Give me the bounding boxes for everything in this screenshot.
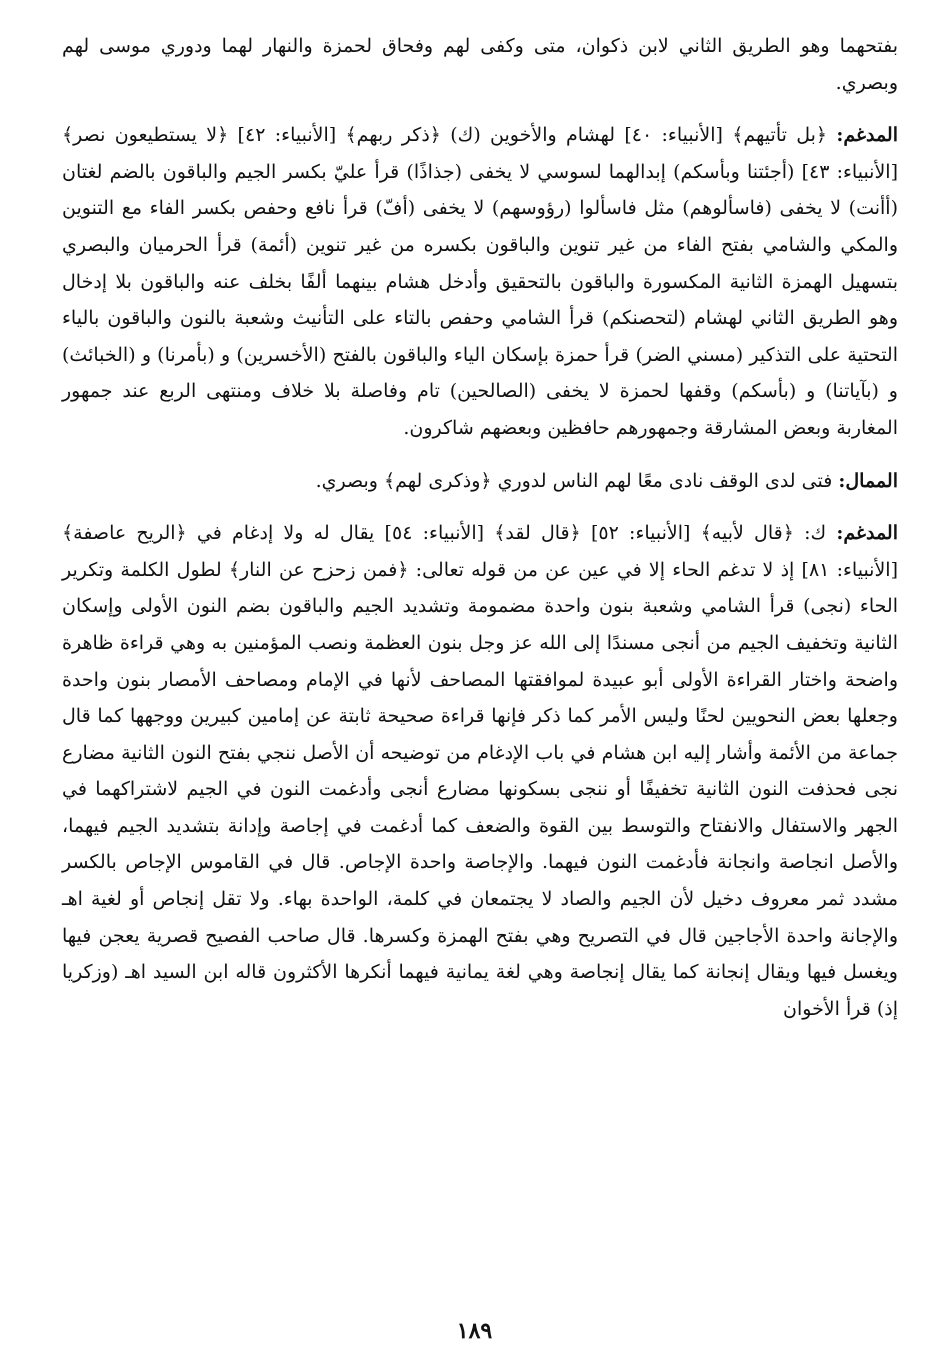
- paragraph-3-text: فتى لدى الوقف نادى معًا لهم الناس لدوري ﴿وذكرى لهم﴾ وبصري.: [315, 469, 833, 492]
- paragraph-3-label: الممال:: [838, 469, 898, 492]
- paragraph-1-text: بفتحهما وهو الطريق الثاني لابن ذكوان، متى وكفى لهم وفحاق لحمزة والنهار لهما ودوري موسى لهم وبصري.: [62, 35, 898, 94]
- paragraph-2: [62, 117, 898, 446]
- paragraph-4-label: المدغم:: [836, 522, 898, 545]
- paragraph-1: [62, 28, 898, 101]
- paragraph-2-text: ﴿بل تأتيهم﴾ [الأنبياء: ٤٠] لهشام والأخوين (ك) ﴿ذكر ربهم﴾ [الأنبياء: ٤٢] ﴿لا يستطيعون نصر﴾ [الأنبياء: ٤٣] (أجئتنا وبأسكم) إبدالهما لسوسي لا يخفى (جذاذًا) قرأ عليّ بكسر الجيم والباقون بالضم لغتان (أأنت) لا يخفى (فاسألوهم) مثل فاسألوا (رؤوسهم) لا يخفى (أفّ) قرأ نافع وحفص بكسر الفاء مع التنوين والمكي والشامي بفتح الفاء من غير تنوين والباقون بكسره من غير تنوين (أئمة) قرأ الحرميان والبصري بتسهيل الهمزة الثانية المكسورة والباقون بالتحقيق وأدخل هشام بينهما ألفًا بخلف عنه والباقون بلا إدخال وهو الطريق الثاني لهشام (لتحصنكم) قرأ الشامي وحفص بالتاء على التأنيث وشعبة بالنون والباقون بالياء التحتية على التذكير (مسني الضر) قرأ حمزة بإسكان الياء والباقون بالفتح (الأخسرين) و (بأمرنا) و (الخبائث) و (بآياتنا) و (بأسكم) وقفها لحمزة لا يخفى (الصالحين) تام وفاصلة بلا خلاف ومنتهى الربع عند جمهور المغاربة وبعض المشارقة وجمهورهم حافظين وبعضهم شاكرون.: [62, 124, 898, 439]
- page-body: [62, 28, 898, 1328]
- paragraph-3: [62, 463, 898, 500]
- paragraph-4-text: ك: ﴿قال لأبيه﴾ [الأنبياء: ٥٢] ﴿قال لقد﴾ [الأنبياء: ٥٤] يقال له ولا إدغام في ﴿الريح عاصفة﴾ [الأنبياء: ٨١] إذ لا تدغم الحاء إلا في عين عن من قوله تعالى: ﴿فمن زحزح عن النار﴾ لطول الكلمة وتكرير الحاء (نجى) قرأ الشامي وشعبة بنون واحدة مضمومة وتشديد الجيم والباقون بضم النون الأولى وإسكان الثانية وتخفيف الجيم من أنجى مسندًا إلى الله عز وجل بنون العظمة ونصب المؤمنين به وهي قراءة ظاهرة واضحة واختار القراءة الأولى أبو عبيدة لموافقتها المصاحف لأنها في الإمام ومصاحف الأمصار بنون واحدة وجعلها بعض النحويين لحنًا وليس الأمر كما ذكر فإنها قراءة صحيحة ثابتة عن إمامين كبيرين ووجهها كما قال جماعة من الأئمة وأشار إليه ابن هشام في باب الإدغام من توضيحه أن الأصل ننجي بفتح النون الثانية مضارع نجى فحذفت النون الثانية تخفيفًا أو ننجى بسكونها مضارع أنجى وأدغمت النون في الجيم لاشتراكهما في الجهر والاستفال والانفتاح والتوسط بين القوة والضعف كما أدغمت في إجاصة وإدانة بتشديد الجيم فيهما، والأصل انجاصة وانجانة فأدغمت النون فيهما. والإجاصة واحدة الإجاص. قال في القاموس الإجاص بالكسر مشدد ثمر معروف دخيل لأن الجيم والصاد لا يجتمعان في كلمة، الواحدة بهاء. ولا تقل إنجاص أو لغية اهـ والإجانة واحدة الأجاجين قال في التصريح وهي بفتح الهمزة وكسرها. قال صاحب الفصيح قصرية يعجن فيها ويغسل فيها ويقال إنجانة كما يقال إنجاصة وهي لغة يمانية فيهما أنكرها الأكثرون قاله ابن السيد اهـ (وزكريا إذ) قرأ الأخوان: [62, 522, 899, 1020]
- paragraph-2-label: المدغم:: [836, 124, 898, 147]
- page-number: ١٨٩: [456, 1318, 493, 1344]
- paragraph-4: [62, 515, 898, 1027]
